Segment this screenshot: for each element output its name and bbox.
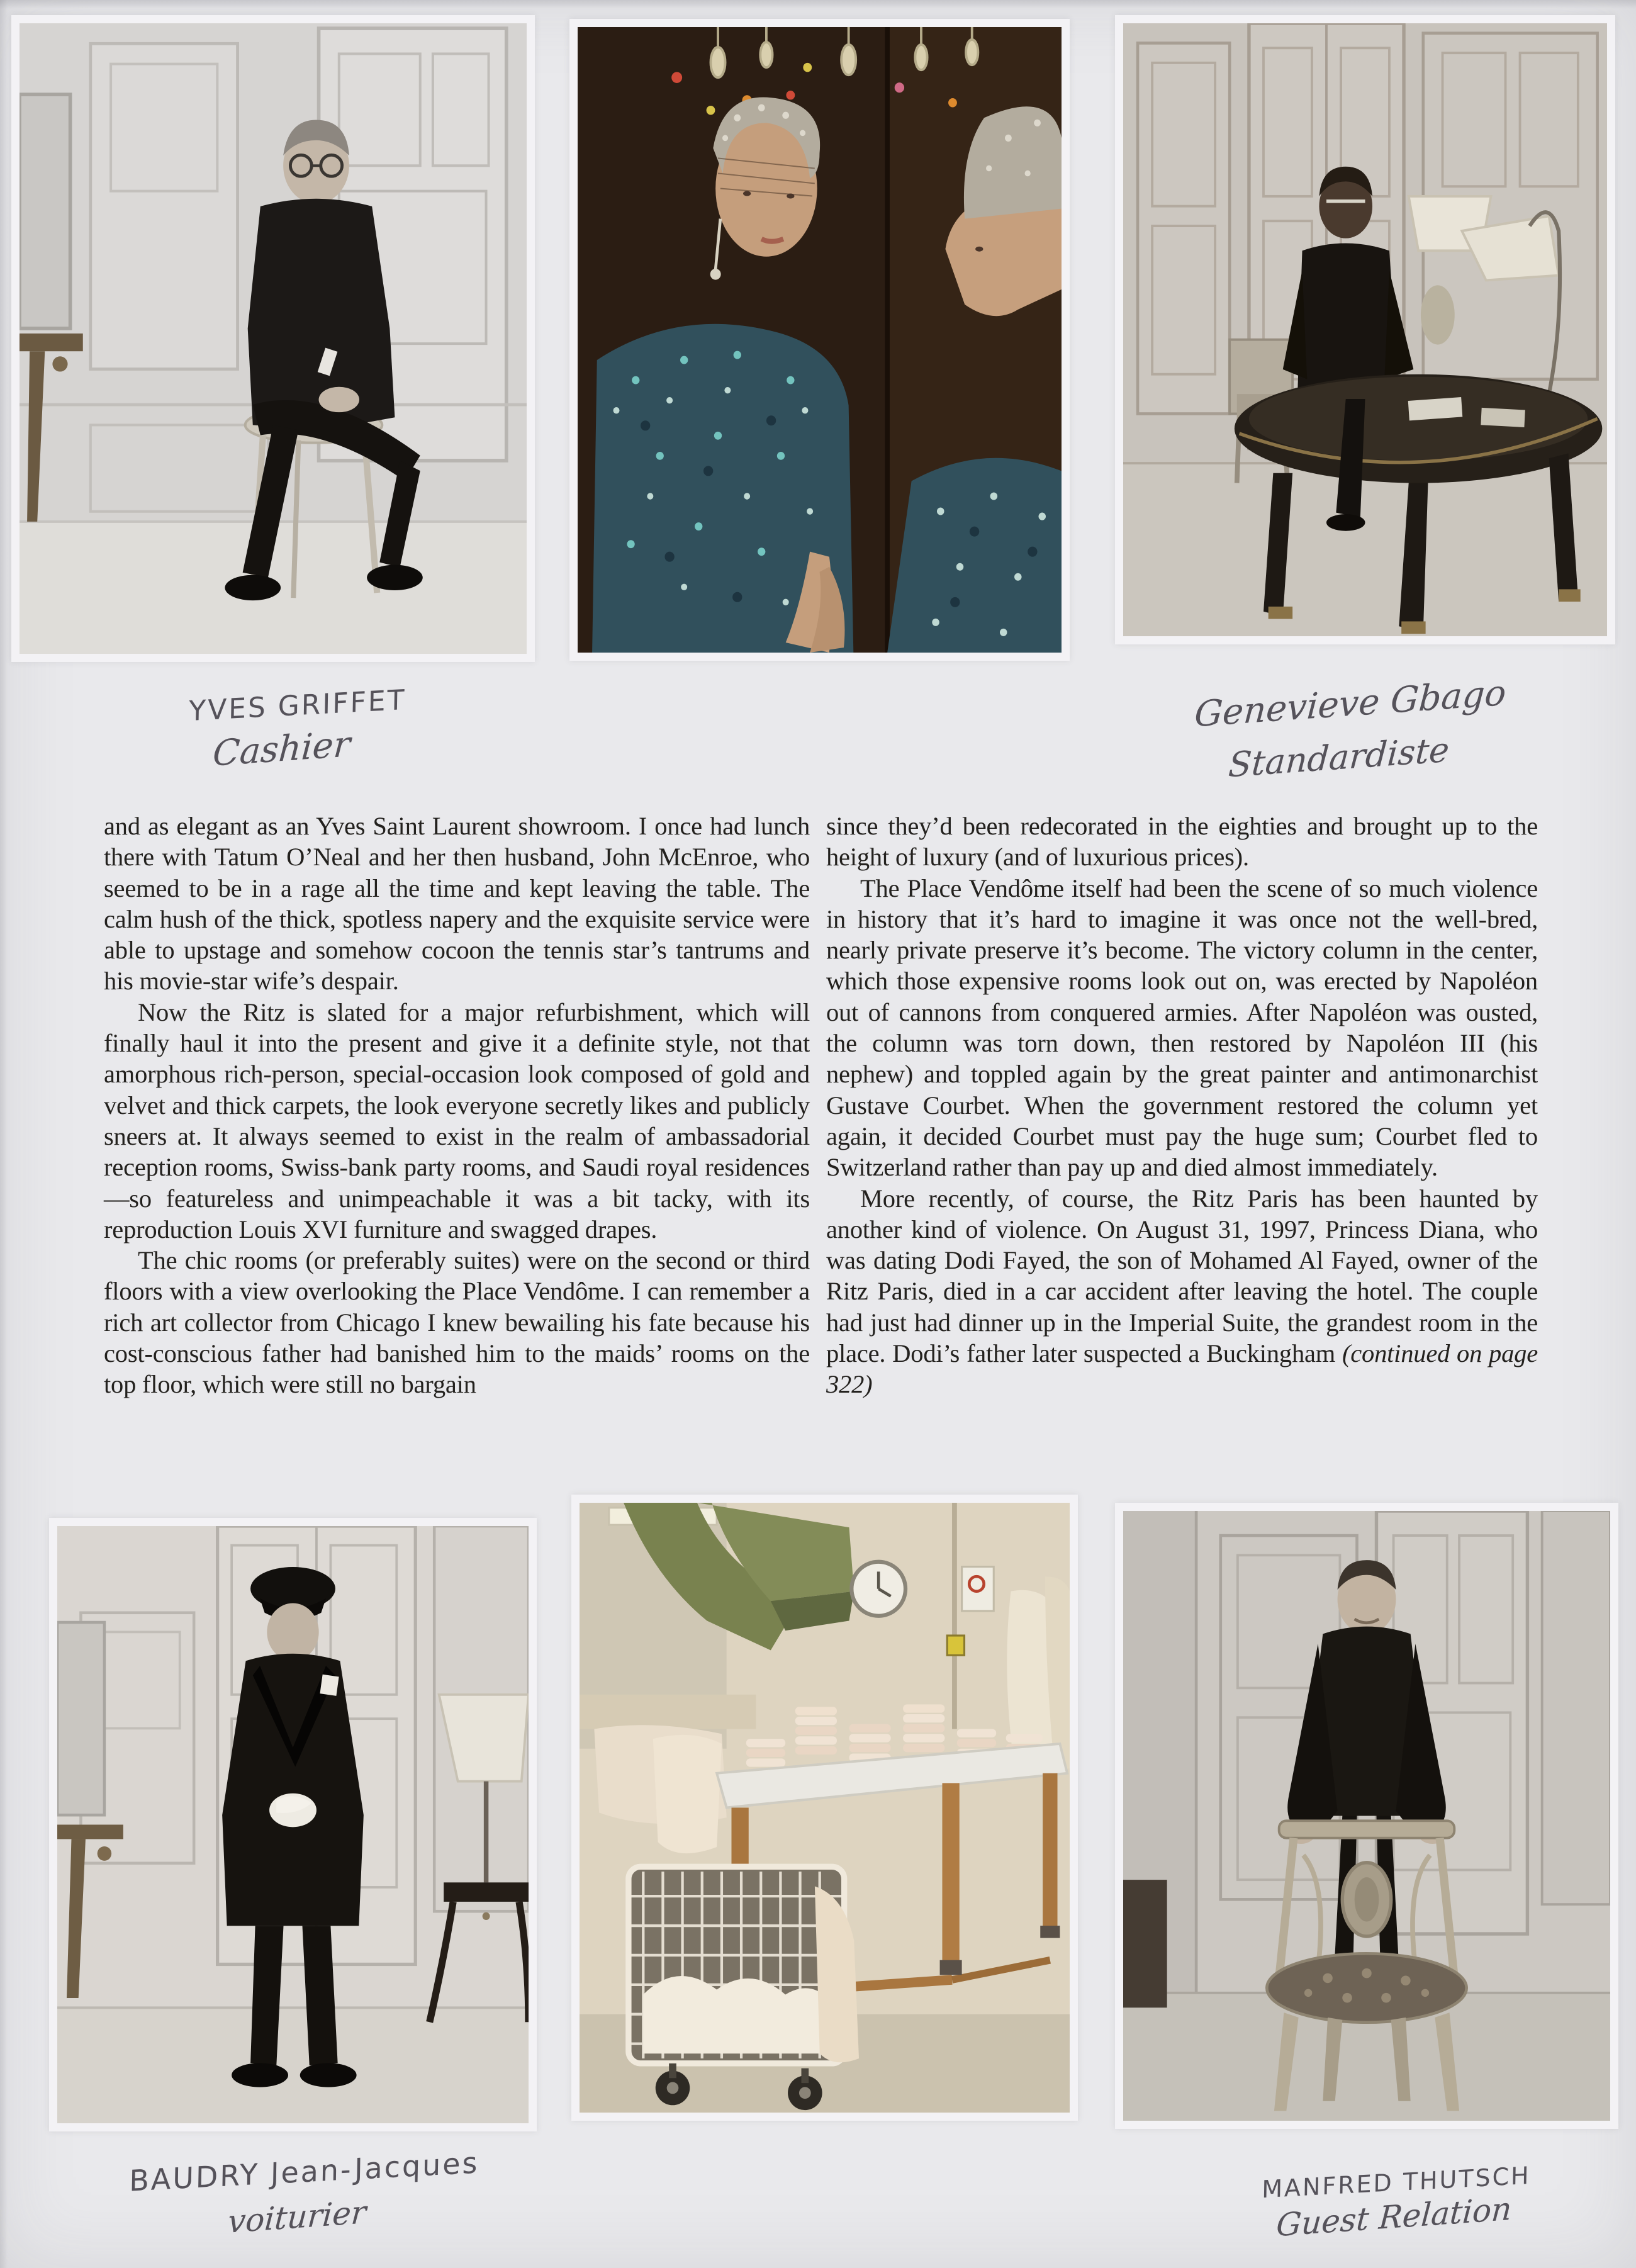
photo-cashier-seated <box>11 15 535 662</box>
article-right-column <box>826 811 1538 1400</box>
photo-guest-relation-illustration <box>1123 1511 1610 2121</box>
caption-top-left-name: YVES GRIFFET <box>188 683 406 728</box>
paragraph: The Place Vendôme itself had been the scene of so much violence in history that it’s hard to imagine it was once not the well-bred, nearly private preserve it’s become. The victory column in the center, which those expensive rooms look out on, was erected by Napoléon out of cannons from conquered armies. After Napoléon was ousted, the column was torn down, then restored by Napoléon III (his nephew) and toppled again by the great painter and antimonarchist Gustave Courbet. When the government restored the column yet again, it decided Courbet must pay the huge sum; Courbet fled to Switzerland rather than pay up and died almost immediately. <box>826 873 1538 1182</box>
photo-doorman <box>49 1518 537 2131</box>
photo-model-mirror <box>569 19 1070 661</box>
paragraph: The chic rooms (or preferably suites) were on the second or third floors with a view overlooking the Place Vendôme. I can remember a rich art collector from Chicago I knew bewailing his fate because his cost-conscious father had banished him to the maids’ rooms on the top floor, which were still no bargain <box>104 1246 810 1399</box>
paragraph-text: More recently, of course, the Ritz Paris has been haunted by another kind of violence. On August 31, 1997, Princess Diana, who was dating Dodi Fayed, the son of Mohamed Al Fayed, owner of the Ritz Paris, died in a car accident after leaving the hotel. The couple had just had dinner up in the Imperial Suite, the grandest room in the place. Dodi’s father later suspected a Buckingham <box>826 1184 1538 1368</box>
photo-doorman-illustration <box>57 1526 529 2123</box>
caption-top-right-role: Standardiste <box>1227 729 1451 785</box>
photo-linen-room <box>571 1495 1078 2121</box>
paragraph: and as elegant as an Yves Saint Laurent showroom. I once had lunch there with Tatum O’Neal and her then husband, John McEnroe, who seemed to be in a rage all the time and kept leaving the table. The calm hush of the thick, spotless napery and the exquisite service were able to upstage and somehow cocoon the tennis star’s tantrums and his movie-star wife’s despair. <box>104 812 810 996</box>
photo-standardiste-illustration <box>1123 23 1607 636</box>
caption-top-left-role: Cashier <box>211 724 352 775</box>
article-left-column <box>104 811 810 1400</box>
photo-cashier-illustration <box>20 23 527 654</box>
paragraph: since they’d been redecorated in the eighties and brought up to the height of luxury (and of luxurious prices). <box>826 812 1538 872</box>
photo-guest-relation <box>1115 1503 1618 2129</box>
caption-bottom-right-name: MANFRED THUTSCH <box>1261 2161 1531 2204</box>
caption-bottom-right-role: Guest Relation <box>1275 2190 1513 2244</box>
caption-bottom-left-name: BAUDRY Jean-Jacques <box>128 2145 479 2198</box>
paragraph: Now the Ritz is slated for a major refurbishment, which will finally haul it into the present and give it a definite style, not that amorphous rich-person, special-occasion look composed of gold and velvet and thick carpets, the look everyone secretly likes and publicly sneers at. It always seemed to exist in the realm of ambassadorial reception rooms, Swiss-bank party rooms, and Saudi royal residences—so featureless and unimpeachable it was a bit tacky, with its reproduction Louis XVI furniture and swagged drapes. <box>104 997 810 1243</box>
caption-top-right-name: Genevieve Gbago <box>1193 672 1508 736</box>
photo-linen-room-illustration <box>580 1503 1070 2113</box>
continued-note: (continued on page 322) <box>826 1339 1538 1399</box>
paragraph <box>826 1183 1538 1400</box>
photo-model-illustration <box>578 27 1062 653</box>
photo-standardiste-desk <box>1115 15 1615 644</box>
caption-bottom-left-role: voiturier <box>227 2194 367 2240</box>
